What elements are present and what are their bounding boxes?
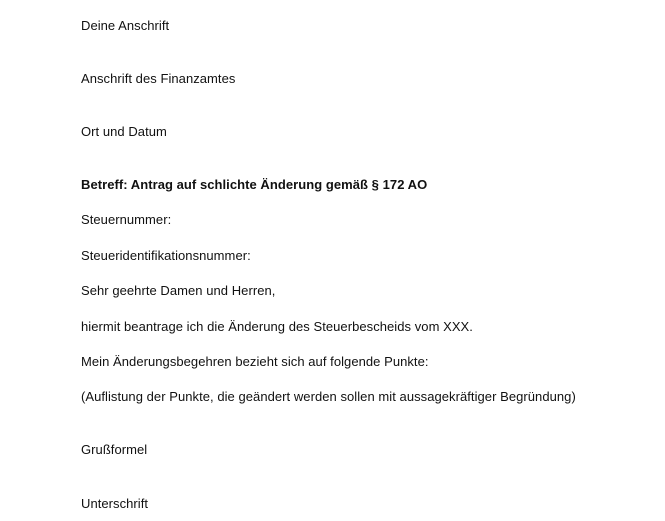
tax-id-label: Steueridentifikationsnummer: xyxy=(81,248,251,263)
tax-number-label: Steuernummer: xyxy=(81,212,172,227)
request-sentence: hiermit beantrage ich die Änderung des Steuerbescheids vom XXX. xyxy=(81,319,473,334)
points-intro: Mein Änderungsbegehren bezieht sich auf folgende Punkte: xyxy=(81,354,429,369)
subject-line: Betreff: Antrag auf schlichte Änderung gemäß § 172 AO xyxy=(81,177,428,192)
sender-address: Deine Anschrift xyxy=(81,18,170,33)
recipient-address: Anschrift des Finanzamtes xyxy=(81,71,236,86)
signature: Unterschrift xyxy=(81,496,149,511)
points-placeholder: (Auflistung der Punkte, die geändert werden sollen mit aussagekräftiger Begründung) xyxy=(81,389,576,404)
salutation: Sehr geehrte Damen und Herren, xyxy=(81,283,276,298)
place-and-date: Ort und Datum xyxy=(81,124,167,139)
closing-formula: Grußformel xyxy=(81,442,148,457)
